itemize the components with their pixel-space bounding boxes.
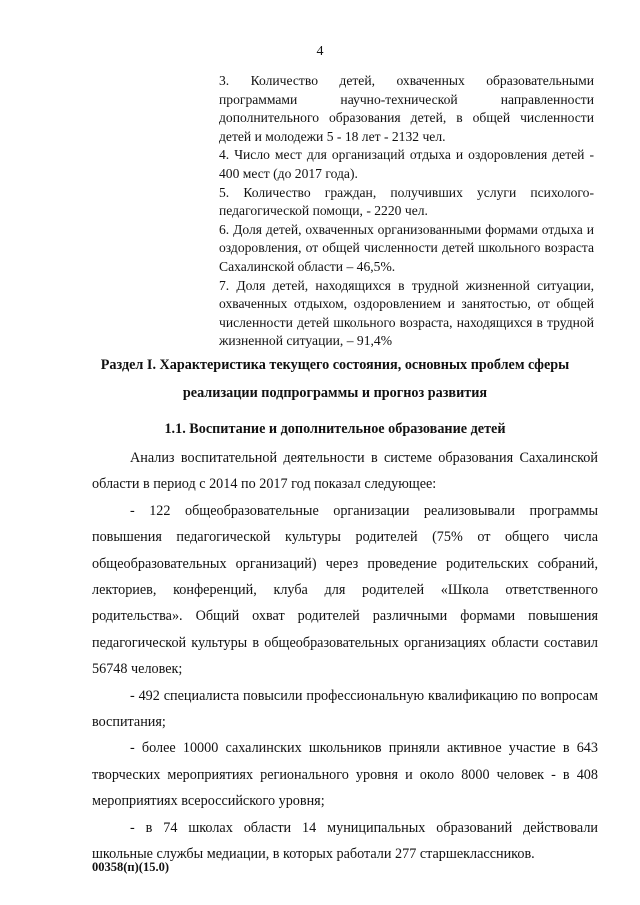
indicator-3: 3. Количество детей, охваченных образовательными программами научно-технической направленности дополнительного образования детей, в общей численности детей и молодежи 5 - 18 лет - 2132 чел. bbox=[219, 73, 594, 144]
indicator-6: 6. Доля детей, охваченных организованными формами отдыха и оздоровления, от общей численности детей школьного возраста Сахалинской области – 46,5%. bbox=[219, 221, 594, 274]
indicator-7: 7. Доля детей, находящихся в трудной жизненной ситуации, охваченных отдыхом, оздоровлением и занятостью, от общей численности детей школьного возраста, находящихся в трудной жизненной ситуации, – 91,4% bbox=[219, 277, 594, 349]
body-paragraph-mediation: - в 74 школах области 14 муниципальных образований действовали школьные службы медиации, в которых работали 277 старшеклассников. bbox=[92, 819, 598, 863]
document-code: 00358(п)(15.0) bbox=[92, 860, 169, 874]
body-paragraph-intro: Анализ воспитательной деятельности в системе образования Сахалинской области в период с 2014 по 2017 год показал следующее: bbox=[92, 450, 598, 493]
target-indicators-list bbox=[219, 72, 594, 351]
indicator-4: 4. Число мест для организаций отдыха и оздоровления детей - 400 мест (до 2017 года). bbox=[219, 147, 594, 181]
body-paragraph-parents: - 122 общеобразовательные организации реализовывали программы повышения педагогической культуры родителей (75% от общего числа общеобразовательных организаций) через проведение родительских собраний, лекториев, конференций, клуба для родителей «Школа ответственного родительства». Общий охват родителей различными формами повышения педагогической культуры в общеобразовательных организациях области составил 56748 человек; bbox=[92, 502, 598, 678]
body-text bbox=[92, 445, 598, 868]
subsection-title: 1.1. Воспитание и дополнительное образование детей bbox=[164, 421, 506, 437]
body-paragraph-specialists: - 492 специалиста повысили профессиональную квалификацию по вопросам воспитания; bbox=[92, 687, 598, 731]
body-paragraph-events: - более 10000 сахалинских школьников приняли активное участие в 643 творческих мероприятиях регионального уровня и около 8000 человек - в 408 мероприятиях всероссийского уровня; bbox=[92, 740, 598, 810]
section-title: Раздел I. Характеристика текущего состояния, основных проблем сферы реализации подпрограммы и прогноз развития bbox=[100, 357, 570, 401]
page-number: 4 bbox=[316, 44, 324, 59]
indicator-5: 5. Количество граждан, получивших услуги психолого-педагогической помощи, - 2220 чел. bbox=[219, 184, 594, 219]
